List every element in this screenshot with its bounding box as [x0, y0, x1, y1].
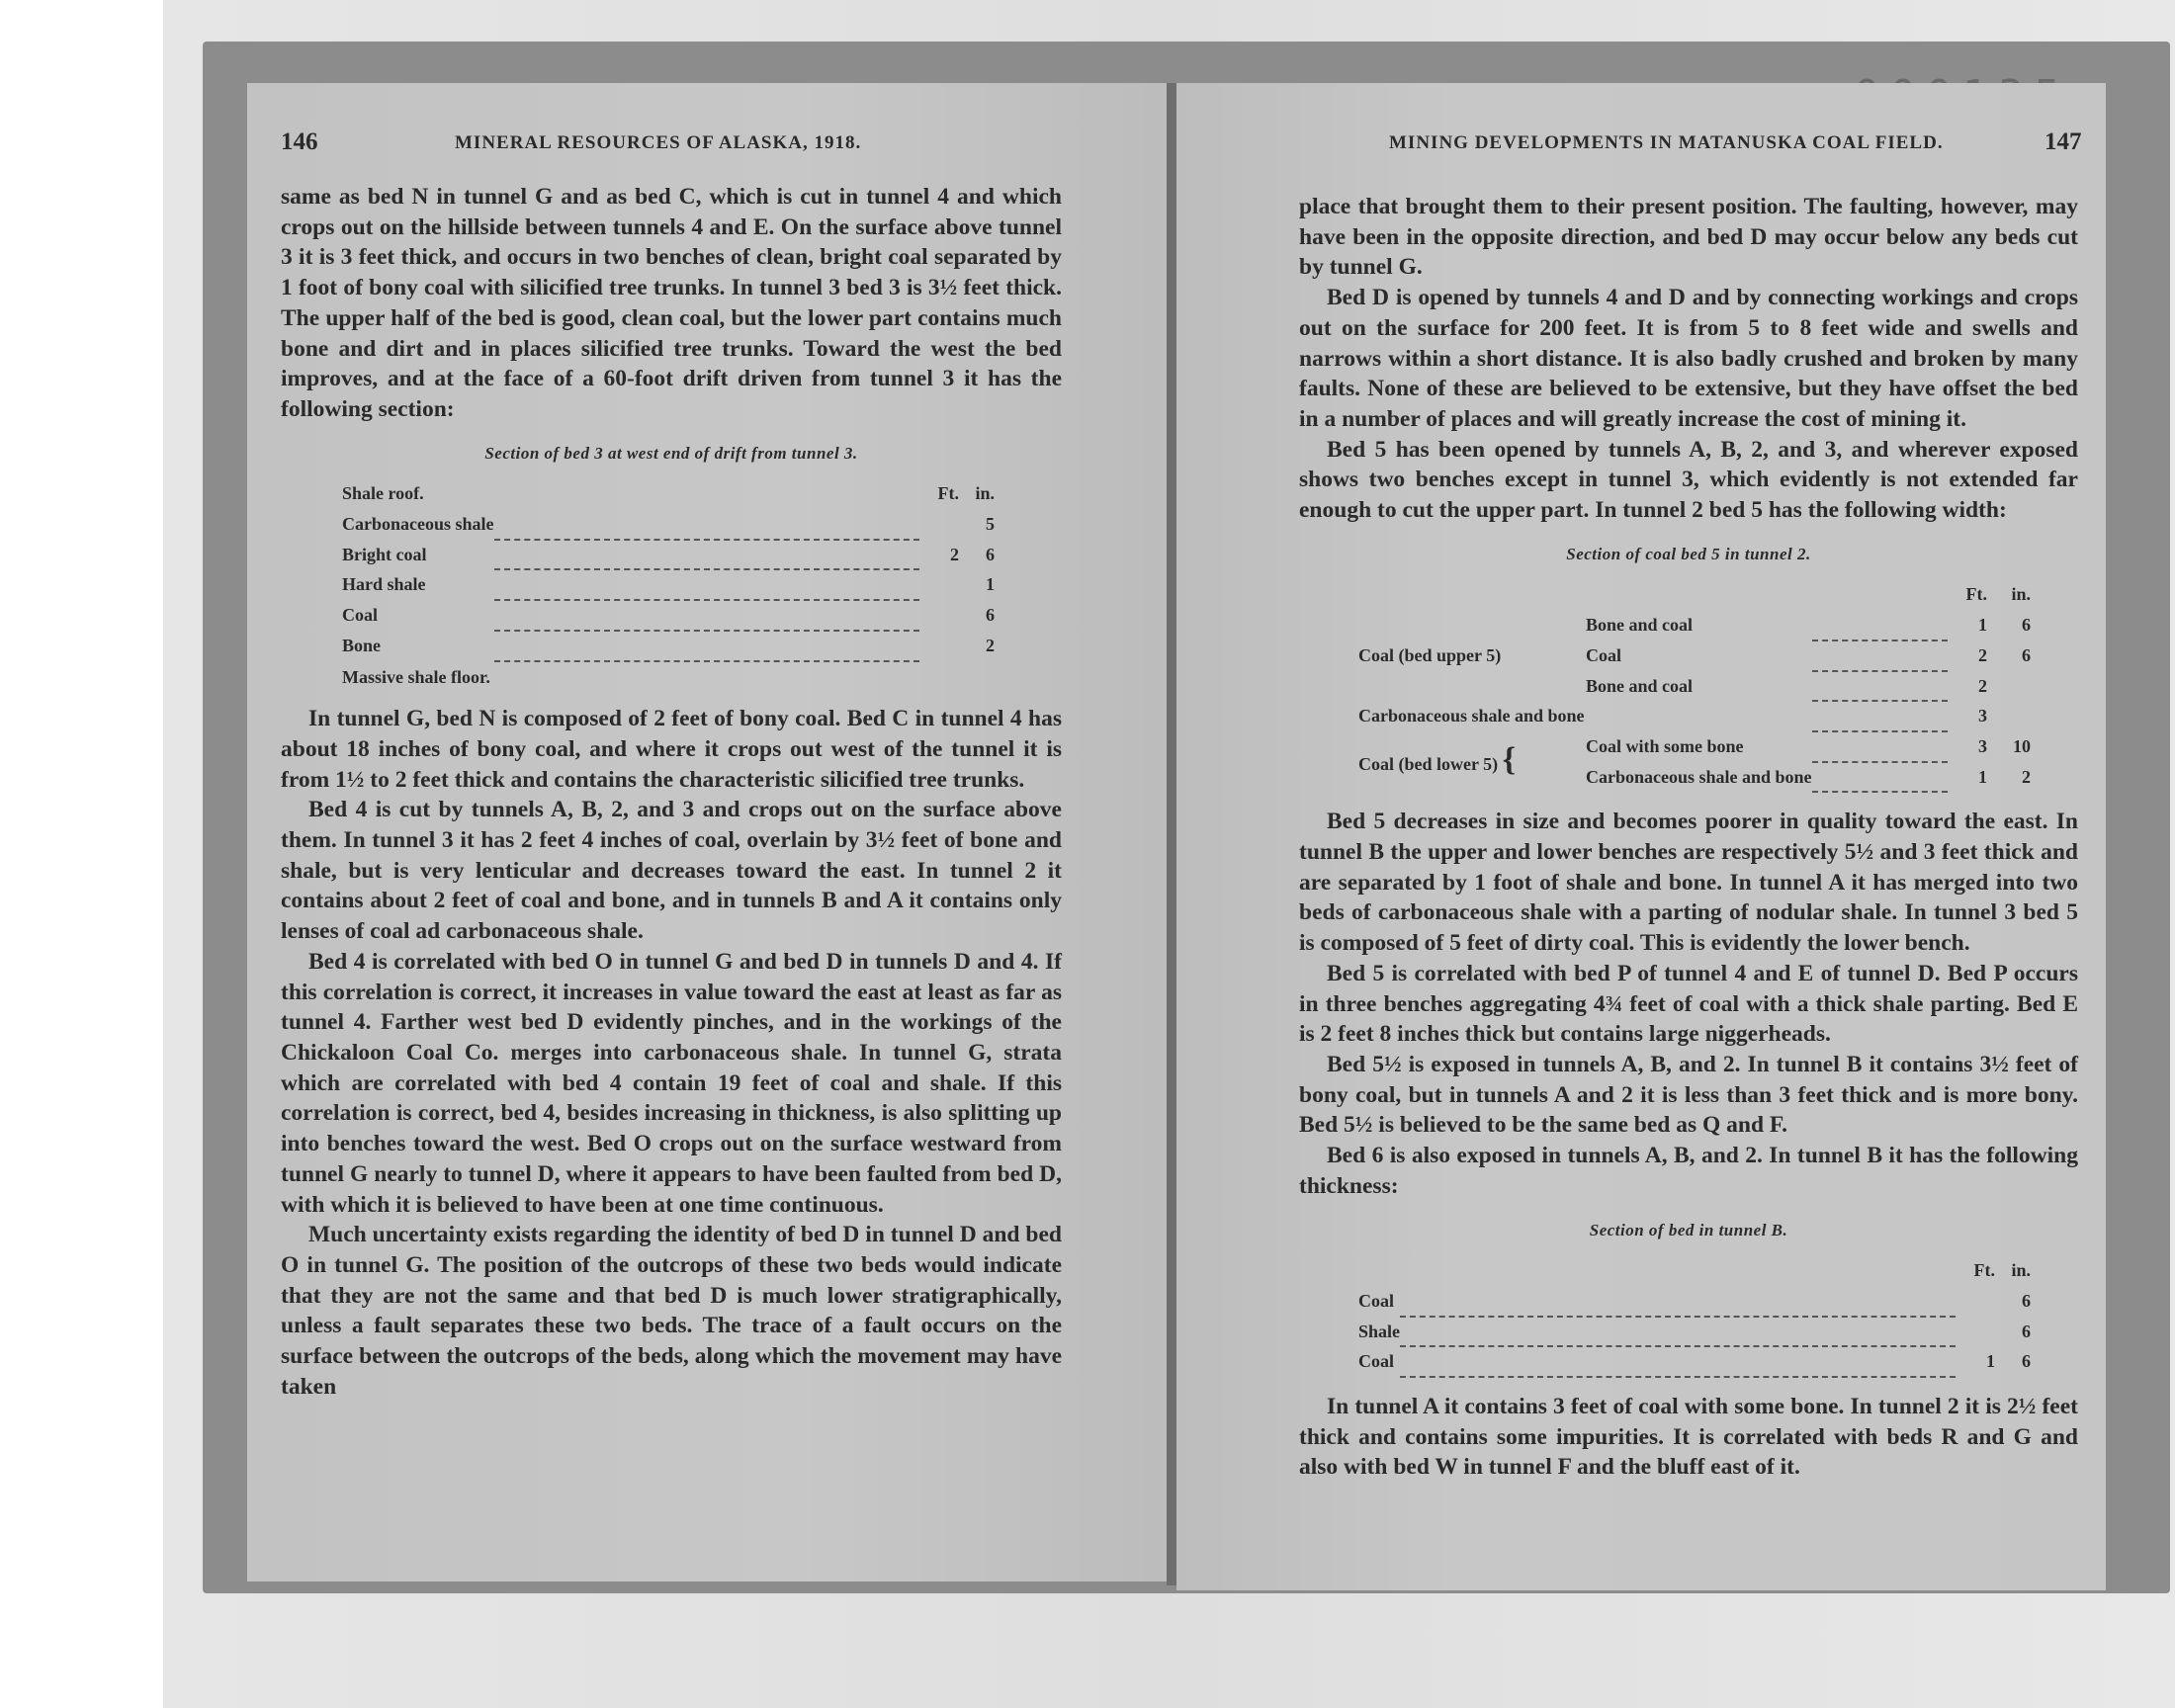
- row-label: Coal: [1586, 644, 1621, 665]
- section-caption: Section of bed 3 at west end of drift from tunnel 3.: [484, 443, 858, 463]
- row-label: Coal: [1358, 1290, 1394, 1311]
- paragraph: same as bed N in tunnel G and as bed C, which is cut in tunnel 4 and which crops out on the hillside between tunnels 4 and E. On the surface above tunnel 3 it is 3 feet thick, and occurs in two benches of clean, bright coal separated by 1 foot of bony coal with silicified tree trunks. In tunnel 3 bed 3 is 3½ feet thick. The upper half of the bed is good, clean coal, but the lower part contains much bone and dirt and in places silicified tree trunks. Toward the west the bed improves, and at the face of a 60-foot drift driven from tunnel 3 it has the following section:: [281, 184, 1062, 422]
- row-in: 6: [986, 544, 995, 564]
- row-label: Hard shale: [342, 574, 426, 595]
- row-ft: 1: [1978, 615, 1987, 636]
- section-bottom-label: Massive shale floor.: [342, 666, 490, 687]
- row-ft: 3: [1978, 735, 1987, 756]
- running-head: MINERAL RESOURCES OF ALASKA, 1918.: [455, 132, 862, 153]
- row-in: 6: [2022, 1321, 2031, 1341]
- page-number: 147: [2044, 128, 2082, 155]
- row-ft: [919, 631, 959, 661]
- paragraph: In tunnel A it contains 3 feet of coal with some bone. In tunnel 2 it is 2½ feet thick and contains some impurities. It is correlated with beds R and G and also with bed W in tunnel F and the bluff east of it.: [1299, 1394, 2078, 1481]
- group-label: Coal (bed upper 5): [1358, 644, 1502, 665]
- page-number: 146: [281, 128, 318, 155]
- paragraph: Bed D is opened by tunnels 4 and D and by connecting workings and crops out on the surface for 200 feet. It is from 5 to 8 feet wide and swells and narrows within a short distance. It is also badly crushed and broken by many faults. None of these are believed to be extensive, but they have offset the bed in a number of places and will greatly increase the cost of mining it.: [1299, 285, 2078, 432]
- table-row: [342, 631, 995, 661]
- row-label: Bone: [342, 635, 382, 655]
- row-ft: [919, 509, 959, 540]
- table-row: [1358, 671, 2031, 702]
- paragraph: Bed 5 has been opened by tunnels A, B, 2, and 3, and wherever exposed shows two benches except in tunnel 3, which evidently is not extended far enough to cut the upper part. In tunnel 2 bed 5 has the following width:: [1299, 436, 2078, 524]
- col-header-in: in.: [2011, 1260, 2031, 1281]
- row-in: 6: [986, 605, 995, 626]
- paragraph: Bed 5 decreases in size and becomes poorer in quality toward the east. In tunnel B the upper and lower benches are respectively 5½ and 3 feet thick and are separated by 1 foot of shale and bone. In tunnel A it has merged into two beds of carbonaceous shale with a parting of nodular shale. In tunnel 3 bed 5 is composed of 5 feet of dirty coal. This is evidently the lower bench.: [1299, 809, 2078, 957]
- table-row: [1358, 1346, 2031, 1377]
- section-table: [1358, 579, 2031, 793]
- section-table: [342, 478, 995, 692]
- col-header-in: in.: [975, 483, 995, 504]
- row-label: Carbonaceous shale and bone: [1586, 766, 1812, 787]
- row-ft: [1956, 1317, 1995, 1347]
- table-row: [1358, 1317, 2031, 1347]
- right-page-body: [1299, 192, 2078, 1483]
- left-page-body: [281, 182, 1062, 1402]
- row-label: Coal with some bone: [1586, 735, 1744, 756]
- left-page: [247, 83, 1167, 1581]
- row-in: 1: [986, 574, 995, 595]
- row-in: 6: [2022, 1351, 2031, 1372]
- col-header-in: in.: [2011, 584, 2031, 605]
- section-caption: Section of bed in tunnel B.: [1589, 1220, 1788, 1239]
- row-ft: [919, 569, 959, 600]
- paragraph: Bed 4 is correlated with bed O in tunnel G and bed D in tunnels D and 4. If this correlation is correct, it increases in value toward the east at least as far as tunnel 4. Farther west bed D evidently pinches, and in the workings of the Chickaloon Coal Co. merges into carbonaceous shale. In tunnel G, strata which are correlated with bed 4 contain 19 feet of coal and shale. If this correlation is correct, bed 4, besides increasing in thickness, is also splitting up into benches toward the west. Bed O crops out on the surface westward from tunnel G nearly to tunnel D, where it appears to have been faulted from bed D, with which it is believed to have been at one time continuous.: [281, 948, 1062, 1218]
- table-row: [342, 540, 995, 570]
- row-ft: 3: [1978, 706, 1987, 726]
- row-ft: [1956, 1286, 1995, 1317]
- paragraph: Bed 6 is also exposed in tunnels A, B, and 2. In tunnel B it has the following thickness:: [1299, 1143, 2078, 1199]
- col-header-ft: Ft.: [1973, 1260, 1995, 1281]
- paragraph: In tunnel G, bed N is composed of 2 feet of bony coal. Bed C in tunnel 4 has about 18 inches of bony coal, and where it crops out west of the tunnel it is from 1½ to 2 feet thick and contains the characteristic silicified tree trunks.: [281, 706, 1062, 793]
- table-row: [1358, 1286, 2031, 1317]
- table-row: [342, 600, 995, 631]
- row-label: Bright coal: [342, 544, 427, 564]
- running-head: MINING DEVELOPMENTS IN MATANUSKA COAL FIELD.: [1389, 132, 1944, 153]
- row-label: Bone and coal: [1586, 675, 1694, 696]
- col-header-ft: Ft.: [937, 483, 959, 504]
- row-in: 5: [986, 514, 995, 535]
- row-label: Carbonaceous shale and bone: [1358, 706, 1585, 726]
- row-ft: [919, 600, 959, 631]
- table-row: [1358, 701, 2031, 731]
- paragraph: Bed 5 is correlated with bed P of tunnel 4 and E of tunnel D. Bed P occurs in three benches aggregating 4¾ feet of coal with a thick shale parting. Bed E is 2 feet 8 inches thick but contains large niggerheads.: [1299, 960, 2078, 1048]
- table-row: [342, 509, 995, 540]
- paragraph: place that brought them to their present position. The faulting, however, may have been in the opposite direction, and bed D may occur below any beds cut by tunnel G.: [1299, 194, 2078, 281]
- group-label: [1358, 731, 1586, 792]
- section-top-label: Shale roof.: [342, 483, 424, 504]
- row-ft: 2: [950, 544, 959, 564]
- section-table: [1358, 1255, 2031, 1378]
- table-row: [1358, 610, 2031, 640]
- paragraph: Bed 5½ is exposed in tunnels A, B, and 2. In tunnel B it contains 3½ feet of bony coal, but in tunnels A and 2 it is less than 3 feet thick and is more bony. Bed 5½ is believed to be the same bed as Q and F.: [1299, 1051, 2078, 1139]
- paragraph: Much uncertainty exists regarding the identity of bed D in tunnel D and bed O in tunnel G. The position of the outcrops of these two beds would indicate that they are not the same and that bed D is much lower stratigraphically, unless a fault separates these two beds. The trace of a fault occurs on the surface between the outcrops of the beds, along which the movement may have taken: [281, 1222, 1062, 1400]
- group-label-text: Coal (bed lower 5): [1358, 754, 1499, 775]
- row-label: Coal: [342, 605, 378, 626]
- row-in: 10: [2013, 735, 2031, 756]
- row-label: Carbonaceous shale: [342, 514, 494, 535]
- row-label: Bone and coal: [1586, 615, 1694, 636]
- brace: {: [1502, 741, 1517, 779]
- row-label: Coal: [1358, 1351, 1394, 1372]
- col-header-ft: Ft.: [1965, 584, 1987, 605]
- table-row: [342, 569, 995, 600]
- paragraph: Bed 4 is cut by tunnels A, B, 2, and 3 and crops out on the surface above them. In tunnel 3 it has 2 feet 4 inches of coal, overlain by 3½ feet of bone and shale, but is very lenticular and decreases toward the east. In tunnel 2 it contains about 2 feet of coal and bone, and in tunnels B and A it contains only lenses of coal ad carbonaceous shale.: [281, 797, 1062, 945]
- row-in: 6: [2022, 615, 2031, 636]
- row-in: 2: [986, 635, 995, 655]
- book-gutter: [1167, 83, 1176, 1585]
- table-row: [1358, 731, 2031, 762]
- row-in: [1987, 701, 2031, 731]
- right-page: [1176, 83, 2106, 1590]
- row-ft: 1: [1986, 1351, 1995, 1372]
- row-ft: 2: [1978, 644, 1987, 665]
- section-caption: Section of coal bed 5 in tunnel 2.: [1566, 544, 1811, 563]
- row-in: 6: [2022, 1290, 2031, 1311]
- table-row: [1358, 640, 2031, 671]
- row-ft: 2: [1978, 675, 1987, 696]
- row-ft: 1: [1978, 766, 1987, 787]
- row-in: 6: [2022, 644, 2031, 665]
- row-in: 2: [2022, 766, 2031, 787]
- row-label: Shale: [1358, 1321, 1401, 1341]
- row-in: [1987, 671, 2031, 702]
